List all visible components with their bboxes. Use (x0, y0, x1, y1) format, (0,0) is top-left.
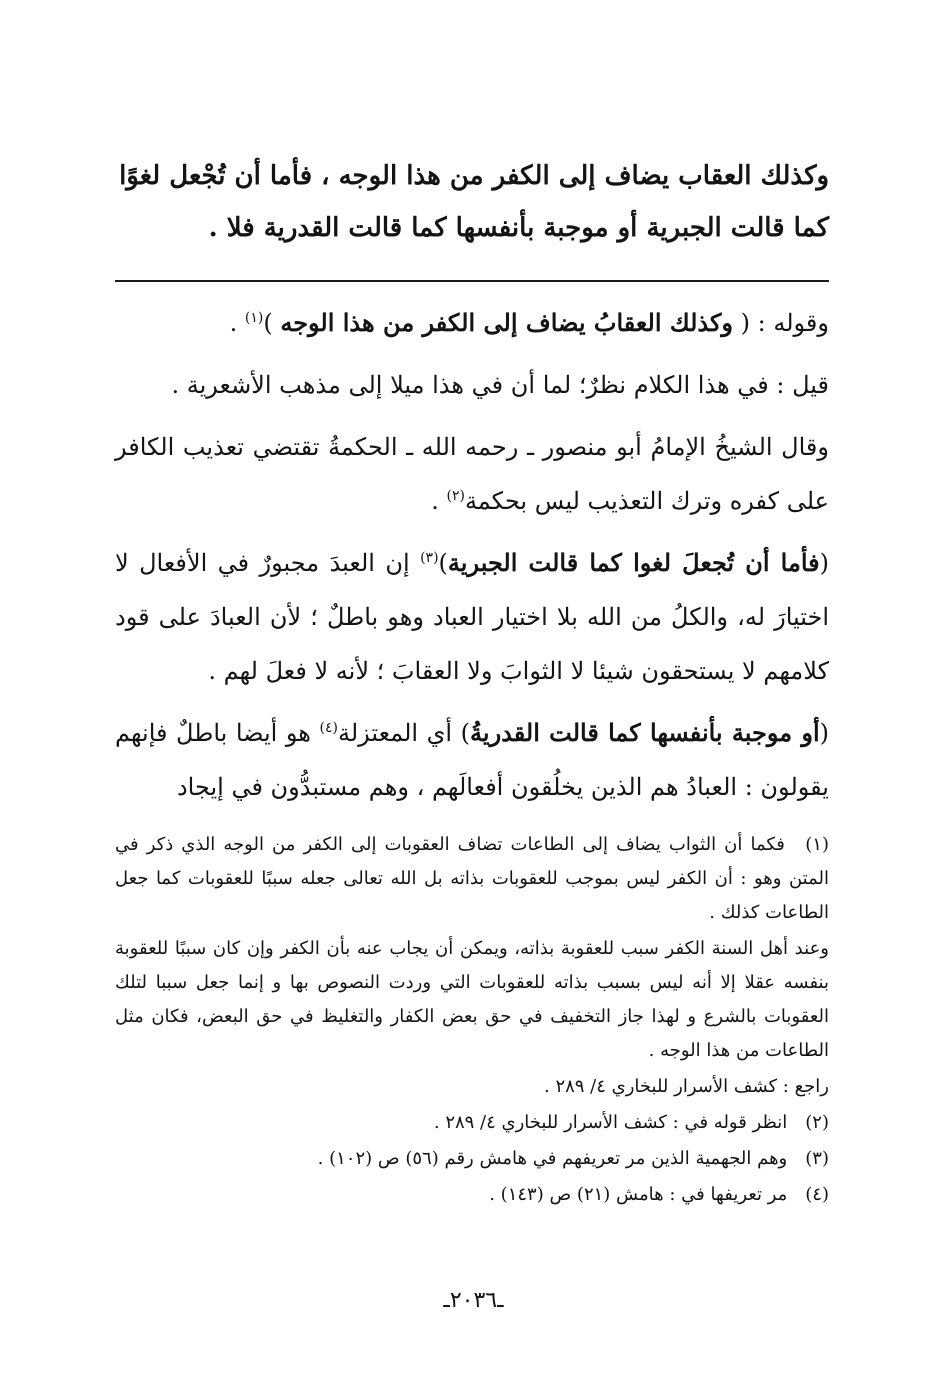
text: . (229, 309, 238, 337)
footnote-ref: (٢) (446, 488, 465, 504)
text: ) (460, 719, 471, 747)
footnote-text: وهم الجهمية الذين مر تعريفهم في هامش رقم (٥٦) ص (١٠٢) . (317, 1148, 788, 1169)
commentary-paragraph: قيل : في هذا الكلام نظرٌ؛ لما أن في هذا ميلا إلى مذهب الأشعرية . (171, 371, 829, 399)
text: هو أيضا باطلٌ فإنهم يقولون : العبادُ هم الذين يخلُقون أفعالَهم ، وهم مستبدُّون في إيجاد (115, 719, 829, 801)
quoted-matn: فأما أن تُجعلَ لغوا كما قالت الجبرية (447, 548, 820, 577)
matn-text (115, 150, 829, 254)
footnote-number: (٢) (805, 1112, 829, 1133)
text: ) (438, 549, 448, 577)
text: ) (263, 309, 273, 337)
text: . (431, 487, 439, 515)
footnote-continuation: راجع : كشف الأسرار للبخاري ٤/ ٢٨٩ . (543, 1076, 829, 1097)
separator-rule (115, 280, 829, 282)
footnote-number: (١) (805, 834, 829, 855)
footnote-text: فكما أن الثواب يضاف إلى الطاعات تضاف العقوبات إلى الكفر من الوجه الذي ذكر في المتن وهو : أن الكفر ليس بموجب للعقوبات بذاته بل الله تعالى جعله سببًا للعقوبات كما جعل الطاعات كذلك . (115, 834, 829, 923)
text: أي المعتزلة (338, 719, 453, 747)
footnotes (115, 828, 829, 1212)
quoted-matn: أو موجبة بأنفسها كما قالت القدريةُ (470, 718, 820, 747)
footnote-number: (٣) (805, 1148, 829, 1169)
footnote (115, 1178, 829, 1212)
page-number: ـ٢٠٣٦ـ (443, 1288, 504, 1313)
commentary-paragraph (115, 420, 829, 528)
page-body (115, 150, 829, 1214)
text: وقوله : ( (740, 309, 829, 337)
footnote (115, 828, 829, 930)
footnote-ref: (٣) (420, 550, 439, 566)
commentary (115, 296, 829, 814)
footnote-continuation: وعند أهل السنة الكفر سبب للعقوبة بذاته، ويمكن أن يجاب عنه بأن الكفر وإن كان سببًا للعقوبة بنفسه عقلا إلا أنه ليس بسبب بذاته للعقوبات التي وردت النصوص بها و إنما جعل سببا لتلك العقوبات بالشرع و لهذا جاز التخفيف في حق بعض الكفار والتغليظ في حق البعض، فكان مثل الطاعات من هذا الوجه . (115, 938, 829, 1061)
footnote-text: انظر قوله في : كشف الأسرار للبخاري ٤/ ٢٨٩ . (433, 1112, 788, 1133)
footnote-number: (٤) (805, 1184, 829, 1205)
text: ( (819, 719, 830, 747)
quoted-matn: وكذلك العقابُ يضاف إلى الكفر من هذا الوجه (280, 308, 733, 337)
footnote-text: مر تعريفها في : هامش (٢١) ص (١٤٣) . (489, 1184, 788, 1205)
commentary-paragraph (115, 706, 829, 814)
footnote (115, 1142, 829, 1176)
matn-line: كما قالت الجبرية أو موجبة بأنفسها كما قالت القدرية فلا . (208, 213, 829, 243)
footnote-ref: (٤) (319, 720, 338, 736)
footnote-ref: (١) (244, 310, 264, 326)
matn-line: وكذلك العقاب يضاف إلى الكفر من هذا الوجه ، فأما أن تُجْعل لغوًا (119, 161, 829, 191)
text: إن العبدَ مجبورٌ في الأفعال لا اختيارَ له، والكلُ من الله بلا اختيار العباد وهو باطلٌ ؛ لأن العبادَ على قود كلامهم لا يستحقون شيئا لا الثوابَ ولا العقابَ ؛ لأنه لا فعلَ لهم . (115, 549, 829, 685)
footnote (115, 1106, 829, 1140)
commentary-paragraph (115, 536, 829, 698)
text: وقال الشيخُ الإمامُ أبو منصور ـ رحمه الله ـ الحكمةُ تقتضي تعذيب الكافر على كفره وترك التعذيب ليس بحكمة (115, 433, 829, 515)
text: ( (819, 549, 830, 577)
commentary-paragraph (115, 296, 829, 350)
